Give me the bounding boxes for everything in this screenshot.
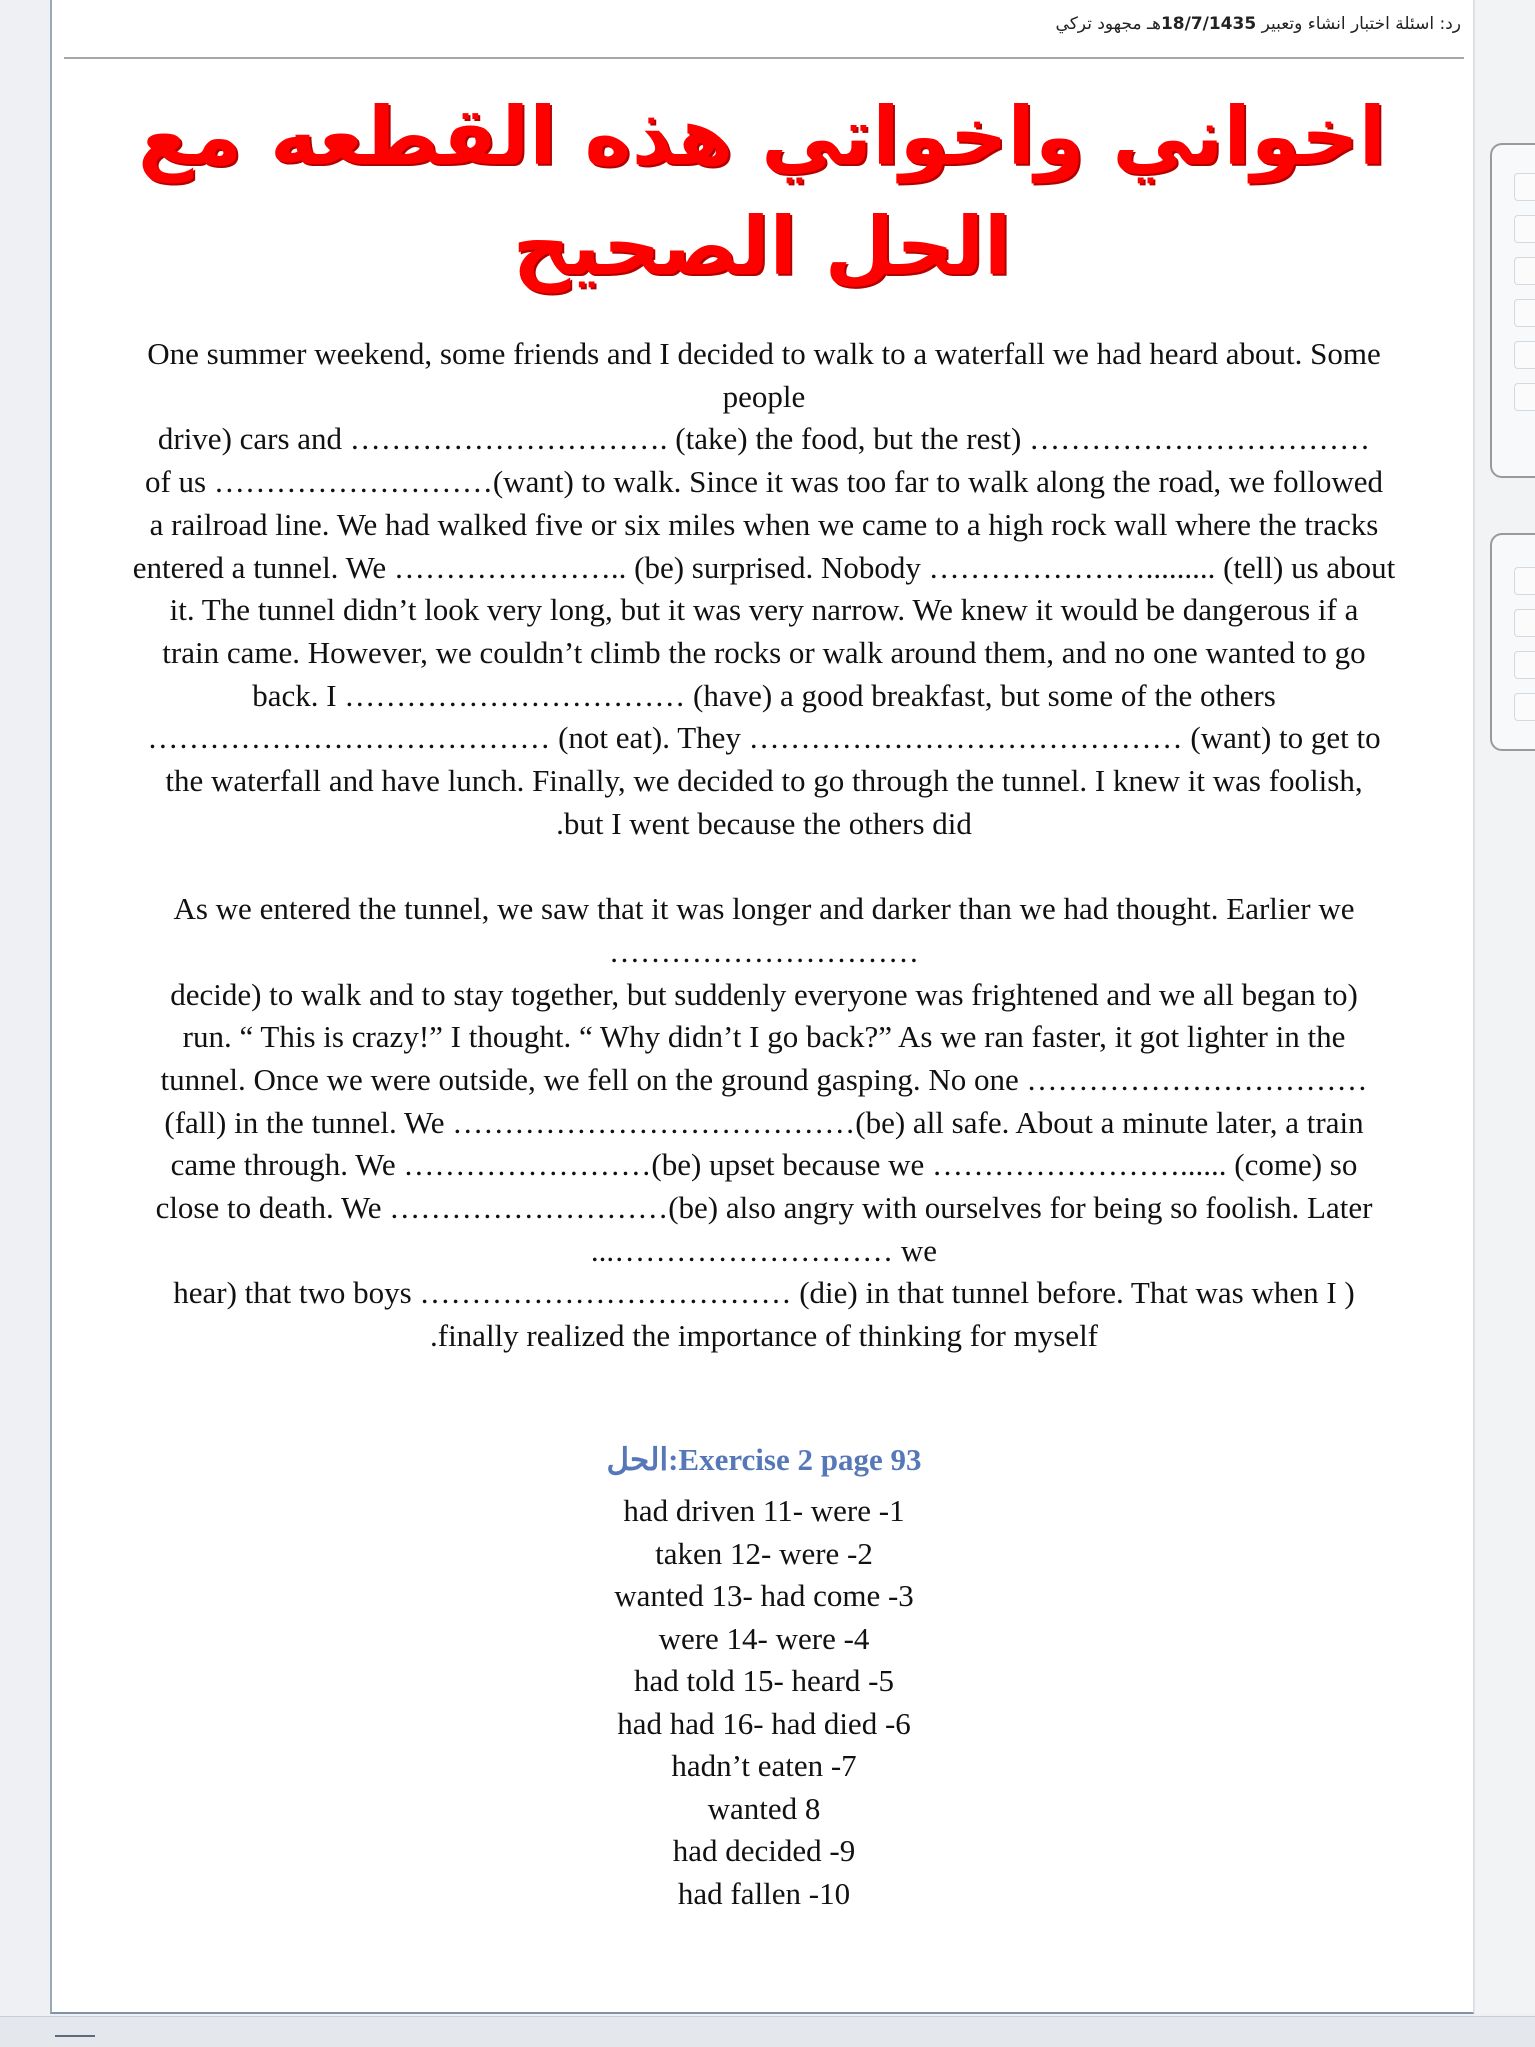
- passage-line: decide) to walk and to stay together, but suddenly everyone was frightened and we all began to): [170, 976, 1358, 1012]
- side-panel-top[interactable]: [1490, 143, 1535, 478]
- side-panel-cell[interactable]: [1514, 567, 1535, 595]
- passage-line: it. The tunnel didn’t look very long, but it was very narrow. We knew it would be dangerous if a: [169, 592, 1359, 628]
- side-panel-cell[interactable]: [1514, 299, 1535, 327]
- side-panel-cell[interactable]: [1514, 383, 1535, 411]
- title-divider: [64, 57, 1464, 59]
- paragraph-gap: [66, 845, 1462, 888]
- reply-title-prefix: رد: اسئلة اختبار انشاء وتعبير: [1256, 14, 1461, 34]
- passage-line: drive) cars and …………………………. (take) the food, but the rest) ……………………………: [157, 421, 1371, 457]
- answer-line: wanted 13- had come -3: [614, 1578, 914, 1613]
- passage-line: ...……………………… we: [590, 1232, 938, 1268]
- answer-line: wanted 8: [707, 1790, 821, 1826]
- answer-line: were 14- were -4: [658, 1620, 870, 1656]
- side-panel-cell[interactable]: [1514, 609, 1535, 637]
- answer-line: taken 12- were -2: [655, 1535, 873, 1571]
- passage-line: the waterfall and have lunch. Finally, we decided to go through the tunnel. I knew it was foolish,: [165, 763, 1363, 799]
- answer-line: had driven 11- were -1: [623, 1493, 905, 1528]
- answer-line: hadn’t eaten -7: [671, 1748, 857, 1783]
- passage-line: back. I …………………………… (have) a good breakfast, but some of the others: [252, 677, 1276, 713]
- passage-line: train came. However, we couldn’t climb the rocks or walk around them, and no one wanted to go: [162, 634, 1366, 670]
- passage-line: close to death. We ………………………(be) also angry with ourselves for being so foolish. Later: [155, 1190, 1373, 1226]
- answer-line: had fallen -10: [677, 1875, 851, 1911]
- passage-line: As we entered the tunnel, we saw that it was longer and darker than we had thought. Earlier we: [173, 891, 1355, 927]
- passage-line: came through. We ……………………(be) upset because we ……………………...... (come) so: [170, 1147, 1358, 1183]
- reply-title-date: 18/7/1435: [1160, 14, 1257, 34]
- passage-line: (fall) in the tunnel. We …………………………………(be) all safe. About a minute later, a train: [164, 1104, 1364, 1140]
- exercise-passage: [66, 333, 1462, 1358]
- post-headline: اخواني واخواتي هذه القطعه مع الحل الصحيح: [137, 90, 1387, 293]
- passage-line: people: [722, 378, 806, 414]
- side-panel-cell[interactable]: [1514, 173, 1535, 201]
- passage-line: tunnel. Once we were outside, we fell on the ground gasping. No one ……………………………: [160, 1061, 1368, 1097]
- post-reply-title: [1056, 14, 1461, 34]
- passage-line: ………………………………… (not eat). They …………………………………… (want) to get to: [147, 720, 1381, 756]
- side-panel-cell[interactable]: [1514, 257, 1535, 285]
- answers-heading: الحل:Exercise 2 page 93: [606, 1442, 922, 1477]
- side-panel-cell[interactable]: [1514, 215, 1535, 243]
- answer-line: had told 15- heard -5: [634, 1663, 894, 1698]
- side-panel-cell[interactable]: [1514, 341, 1535, 369]
- side-panel-bottom[interactable]: [1490, 533, 1535, 751]
- passage-line: entered a tunnel. We ………………….. (be) surprised. Nobody …………………......... (tell) us about: [132, 549, 1396, 585]
- next-post-header: [0, 2016, 1535, 2047]
- passage-line: a railroad line. We had walked five or six miles when we came to a high rock wall where the tracks: [149, 506, 1379, 542]
- answer-line: had decided -9: [672, 1833, 856, 1868]
- passage-line: of us ………………………(want) to walk. Since it was too far to walk along the road, we followed: [144, 464, 1384, 500]
- answer-line: had had 16- had died -6: [617, 1705, 911, 1741]
- passage-line: hear) that two boys ……………………………… (die) in that tunnel before. That was when I ): [173, 1275, 1355, 1311]
- reply-title-suffix: هـ مجهود تركي: [1055, 14, 1161, 34]
- passage-line: .but I went because the others did: [556, 805, 972, 841]
- side-panel-cell[interactable]: [1514, 651, 1535, 679]
- side-panel-cell[interactable]: [1514, 693, 1535, 721]
- post-number-fragment: [55, 2035, 95, 2043]
- forum-post: [50, 0, 1474, 2014]
- passage-line: .finally realized the importance of thinking for myself: [430, 1318, 1098, 1354]
- passage-line: run. “ This is crazy!” I thought. “ Why didn’t I go back?” As we ran faster, it got lighter in the: [182, 1019, 1346, 1055]
- passage-line: …………………………: [609, 933, 919, 969]
- answers-list: [66, 1490, 1462, 1915]
- passage-line: One summer weekend, some friends and I decided to walk to a waterfall we had heard about. Some: [147, 336, 1381, 371]
